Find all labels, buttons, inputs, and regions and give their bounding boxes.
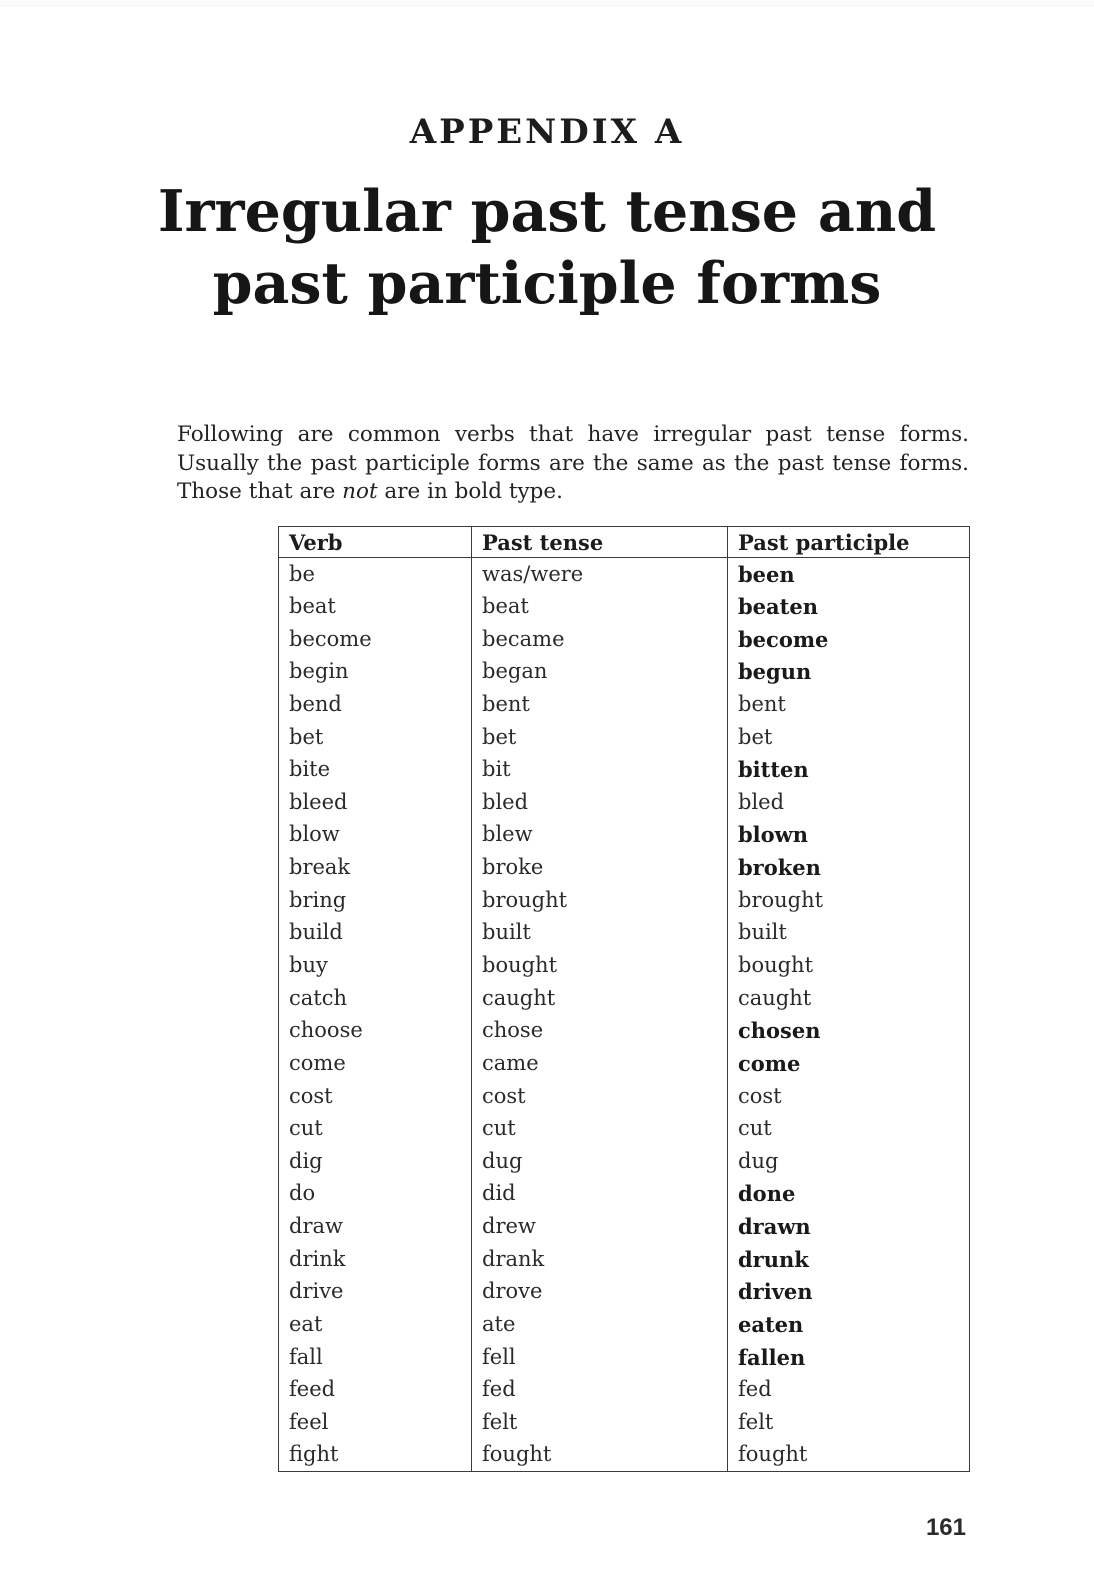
verb-cell: drive bbox=[279, 1276, 472, 1309]
verb-cell: bend bbox=[279, 688, 472, 721]
past-tense-cell: bought bbox=[472, 949, 728, 982]
past-participle-cell: dug bbox=[728, 1145, 970, 1178]
past-participle-cell: built bbox=[728, 917, 970, 950]
page-top-edge bbox=[0, 0, 1094, 6]
past-tense-cell: cost bbox=[472, 1080, 728, 1113]
past-tense-cell: cut bbox=[472, 1112, 728, 1145]
verb-cell: buy bbox=[279, 949, 472, 982]
past-participle-cell: fed bbox=[728, 1374, 970, 1407]
verb-cell: bleed bbox=[279, 786, 472, 819]
past-participle-cell: fought bbox=[728, 1439, 970, 1472]
verb-cell: dig bbox=[279, 1145, 472, 1178]
past-tense-cell: drove bbox=[472, 1276, 728, 1309]
intro-italic-word: not bbox=[342, 479, 378, 504]
past-participle-cell: bet bbox=[728, 721, 970, 754]
past-tense-cell: began bbox=[472, 655, 728, 688]
table-row bbox=[279, 949, 970, 982]
past-participle-cell: eaten bbox=[728, 1308, 970, 1341]
table-row bbox=[279, 753, 970, 786]
table-row bbox=[279, 786, 970, 819]
past-tense-cell: fought bbox=[472, 1439, 728, 1472]
verb-cell: drink bbox=[279, 1243, 472, 1276]
past-participle-cell: broken bbox=[728, 851, 970, 884]
table-row bbox=[279, 688, 970, 721]
verb-cell: bet bbox=[279, 721, 472, 754]
past-tense-cell: bent bbox=[472, 688, 728, 721]
past-participle-cell: done bbox=[728, 1178, 970, 1211]
page-title bbox=[0, 176, 1094, 320]
verb-cell: come bbox=[279, 1047, 472, 1080]
table-row bbox=[279, 590, 970, 623]
verb-cell: be bbox=[279, 558, 472, 591]
past-participle-cell: cut bbox=[728, 1112, 970, 1145]
verb-cell: bring bbox=[279, 884, 472, 917]
table-row bbox=[279, 1406, 970, 1439]
verb-cell: do bbox=[279, 1178, 472, 1211]
past-tense-cell: felt bbox=[472, 1406, 728, 1439]
table-row bbox=[279, 1145, 970, 1178]
table-row bbox=[279, 917, 970, 950]
table-row bbox=[279, 1439, 970, 1472]
table-row bbox=[279, 1276, 970, 1309]
verb-cell: become bbox=[279, 623, 472, 656]
past-participle-cell: felt bbox=[728, 1406, 970, 1439]
past-tense-cell: bled bbox=[472, 786, 728, 819]
verb-cell: cut bbox=[279, 1112, 472, 1145]
verb-cell: cost bbox=[279, 1080, 472, 1113]
past-tense-cell: drew bbox=[472, 1210, 728, 1243]
past-participle-cell: caught bbox=[728, 982, 970, 1015]
verb-cell: feel bbox=[279, 1406, 472, 1439]
past-tense-cell: was/were bbox=[472, 558, 728, 591]
past-participle-cell: driven bbox=[728, 1276, 970, 1309]
page-title-line-2: past participle forms bbox=[212, 250, 882, 317]
past-participle-cell: become bbox=[728, 623, 970, 656]
verb-cell: build bbox=[279, 917, 472, 950]
table-row bbox=[279, 1374, 970, 1407]
intro-text-after: are in bold type. bbox=[377, 479, 563, 504]
verb-table-body bbox=[279, 558, 970, 1472]
table-row bbox=[279, 721, 970, 754]
header-past-participle: Past participle bbox=[728, 527, 970, 558]
verb-cell: choose bbox=[279, 1014, 472, 1047]
intro-text-before: Following are common verbs that have irregular past tense forms. Usually the past participle forms are the same as the past tense forms. Those that are bbox=[177, 422, 969, 504]
table-row bbox=[279, 819, 970, 852]
past-tense-cell: bit bbox=[472, 753, 728, 786]
past-tense-cell: fed bbox=[472, 1374, 728, 1407]
table-row bbox=[279, 982, 970, 1015]
irregular-verbs-table bbox=[278, 526, 970, 1472]
verb-cell: break bbox=[279, 851, 472, 884]
header-verb: Verb bbox=[279, 527, 472, 558]
past-participle-cell: cost bbox=[728, 1080, 970, 1113]
past-participle-cell: bled bbox=[728, 786, 970, 819]
past-participle-cell: brought bbox=[728, 884, 970, 917]
table-row bbox=[279, 623, 970, 656]
past-tense-cell: chose bbox=[472, 1014, 728, 1047]
table-row bbox=[279, 1112, 970, 1145]
verb-cell: beat bbox=[279, 590, 472, 623]
page-title-line-1: Irregular past tense and bbox=[157, 178, 937, 245]
table-row bbox=[279, 1080, 970, 1113]
past-participle-cell: bought bbox=[728, 949, 970, 982]
past-participle-cell: come bbox=[728, 1047, 970, 1080]
past-tense-cell: built bbox=[472, 917, 728, 950]
verb-cell: draw bbox=[279, 1210, 472, 1243]
table-row bbox=[279, 851, 970, 884]
past-participle-cell: bitten bbox=[728, 753, 970, 786]
table-row bbox=[279, 1210, 970, 1243]
past-tense-cell: fell bbox=[472, 1341, 728, 1374]
past-participle-cell: been bbox=[728, 558, 970, 591]
past-participle-cell: drunk bbox=[728, 1243, 970, 1276]
past-tense-cell: ate bbox=[472, 1308, 728, 1341]
past-participle-cell: fallen bbox=[728, 1341, 970, 1374]
table-row bbox=[279, 558, 970, 591]
past-tense-cell: bet bbox=[472, 721, 728, 754]
past-participle-cell: chosen bbox=[728, 1014, 970, 1047]
page-number: 161 bbox=[925, 1514, 966, 1541]
table-row bbox=[279, 1014, 970, 1047]
table-row bbox=[279, 655, 970, 688]
verb-cell: fight bbox=[279, 1439, 472, 1472]
verb-cell: catch bbox=[279, 982, 472, 1015]
table-row bbox=[279, 1047, 970, 1080]
appendix-label: APPENDIX A bbox=[409, 112, 685, 152]
past-tense-cell: came bbox=[472, 1047, 728, 1080]
past-tense-cell: caught bbox=[472, 982, 728, 1015]
intro-paragraph bbox=[177, 421, 969, 507]
past-participle-cell: beaten bbox=[728, 590, 970, 623]
past-tense-cell: blew bbox=[472, 819, 728, 852]
past-tense-cell: dug bbox=[472, 1145, 728, 1178]
table-header-row bbox=[279, 527, 970, 558]
verb-cell: eat bbox=[279, 1308, 472, 1341]
past-tense-cell: did bbox=[472, 1178, 728, 1211]
verb-cell: fall bbox=[279, 1341, 472, 1374]
past-tense-cell: drank bbox=[472, 1243, 728, 1276]
past-participle-cell: drawn bbox=[728, 1210, 970, 1243]
table-row bbox=[279, 1341, 970, 1374]
past-tense-cell: brought bbox=[472, 884, 728, 917]
verb-cell: blow bbox=[279, 819, 472, 852]
past-participle-cell: begun bbox=[728, 655, 970, 688]
verb-cell: bite bbox=[279, 753, 472, 786]
table-row bbox=[279, 1308, 970, 1341]
past-participle-cell: bent bbox=[728, 688, 970, 721]
past-tense-cell: became bbox=[472, 623, 728, 656]
table-row bbox=[279, 1243, 970, 1276]
verb-cell: begin bbox=[279, 655, 472, 688]
past-tense-cell: beat bbox=[472, 590, 728, 623]
header-past-tense: Past tense bbox=[472, 527, 728, 558]
table-row bbox=[279, 884, 970, 917]
verb-cell: feed bbox=[279, 1374, 472, 1407]
table-row bbox=[279, 1178, 970, 1211]
past-tense-cell: broke bbox=[472, 851, 728, 884]
past-participle-cell: blown bbox=[728, 819, 970, 852]
